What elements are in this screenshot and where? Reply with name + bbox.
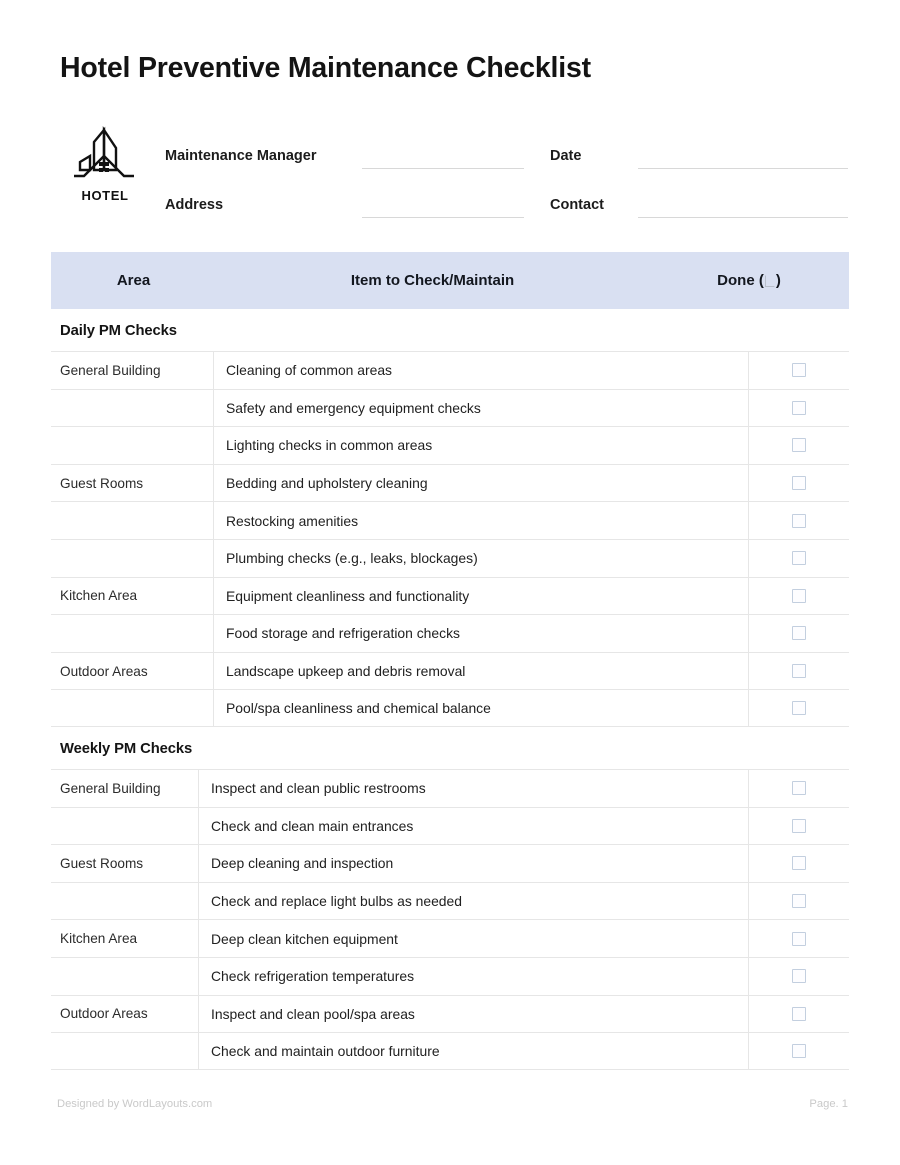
logo-wordmark: HOTEL (81, 188, 129, 203)
done-checkbox[interactable] (792, 401, 806, 415)
done-checkbox[interactable] (792, 701, 806, 715)
done-checkbox[interactable] (792, 551, 806, 565)
table-row (51, 689, 849, 727)
date-input[interactable] (638, 168, 848, 169)
cell-done (748, 808, 849, 845)
cell-done (748, 578, 849, 615)
done-checkbox[interactable] (792, 969, 806, 983)
cell-item: Check and replace light bulbs as needed (198, 883, 748, 920)
cell-area: General Building (60, 780, 161, 796)
table-row (51, 652, 849, 690)
cell-item: Check and maintain outdoor furniture (198, 1033, 748, 1069)
cell-item: Deep cleaning and inspection (198, 845, 748, 882)
done-checkbox[interactable] (792, 514, 806, 528)
column-header-done-suffix: ) (775, 272, 781, 289)
section-title-daily: Daily PM Checks (60, 323, 177, 339)
cell-area: Outdoor Areas (60, 663, 148, 679)
table-row (51, 426, 849, 464)
column-header-done (649, 272, 849, 289)
column-header-item: Item to Check/Maintain (350, 272, 515, 289)
cell-area: Kitchen Area (60, 931, 138, 947)
done-checkbox[interactable] (792, 363, 806, 377)
cell-done (748, 883, 849, 920)
table-row (51, 501, 849, 539)
table-row (51, 577, 849, 615)
done-checkbox[interactable] (792, 932, 806, 946)
cell-done (748, 352, 849, 389)
cell-item: Bedding and upholstery cleaning (213, 465, 748, 502)
cell-area: Outdoor Areas (60, 1006, 148, 1022)
cell-item: Pool/spa cleanliness and chemical balance (213, 690, 748, 726)
cell-done (748, 958, 849, 995)
field-label: Date (550, 148, 582, 164)
cell-done (748, 1033, 849, 1069)
cell-item: Landscape upkeep and debris removal (213, 653, 748, 690)
cell-item: Inspect and clean public restrooms (198, 770, 748, 807)
section-rows-daily (51, 351, 849, 727)
cell-done (748, 770, 849, 807)
cell-done (748, 920, 849, 957)
cell-item: Plumbing checks (e.g., leaks, blockages) (213, 540, 748, 577)
footer-credit: Designed by WordLayouts.com (57, 1098, 213, 1110)
cell-item: Check and clean main entrances (198, 808, 748, 845)
cell-done (748, 996, 849, 1033)
cell-item: Deep clean kitchen equipment (198, 920, 748, 957)
table-row (51, 464, 849, 502)
table-row (51, 539, 849, 577)
section-title-weekly: Weekly PM Checks (60, 740, 193, 757)
cell-done (748, 390, 849, 427)
table-row (51, 389, 849, 427)
cell-done (748, 845, 849, 882)
cell-done (748, 653, 849, 690)
cell-done (748, 465, 849, 502)
cell-item: Check refrigeration temperatures (198, 958, 748, 995)
footer-page-number: Page. 1 (809, 1098, 848, 1110)
table-row (51, 807, 849, 845)
cell-item: Food storage and refrigeration checks (213, 615, 748, 652)
cell-item: Restocking amenities (213, 502, 748, 539)
done-checkbox[interactable] (792, 819, 806, 833)
cell-item: Safety and emergency equipment checks (213, 390, 748, 427)
done-checkbox[interactable] (792, 589, 806, 603)
cell-area: General Building (60, 362, 161, 378)
page-title: Hotel Preventive Maintenance Checklist (60, 52, 591, 84)
done-checkbox[interactable] (792, 856, 806, 870)
field-label: Contact (550, 197, 604, 213)
page-footer (57, 1098, 848, 1110)
field-label: Maintenance Manager (165, 148, 317, 164)
cell-done (748, 615, 849, 652)
table-header-row (51, 252, 849, 309)
checklist-table (51, 252, 849, 1070)
cell-done (748, 427, 849, 464)
checkbox-glyph-icon (765, 275, 775, 287)
cell-area: Guest Rooms (60, 855, 144, 871)
table-row (51, 614, 849, 652)
table-row (51, 995, 849, 1033)
column-header-area: Area (116, 272, 151, 289)
hotel-building-icon (70, 126, 140, 210)
done-checkbox[interactable] (792, 626, 806, 640)
table-row (51, 844, 849, 882)
document-header (60, 126, 850, 222)
table-row (51, 882, 849, 920)
table-row (51, 769, 849, 807)
table-row (51, 957, 849, 995)
cell-item: Equipment cleanliness and functionality (213, 578, 748, 615)
cell-area: Guest Rooms (60, 475, 144, 491)
done-checkbox[interactable] (792, 438, 806, 452)
done-checkbox[interactable] (792, 781, 806, 795)
section-rows-weekly (51, 769, 849, 1070)
address-input[interactable] (362, 217, 524, 218)
cell-item: Inspect and clean pool/spa areas (198, 996, 748, 1033)
done-checkbox[interactable] (792, 1007, 806, 1021)
done-checkbox[interactable] (792, 664, 806, 678)
cell-area: Kitchen Area (60, 588, 138, 604)
table-row (51, 1032, 849, 1070)
table-row (51, 919, 849, 957)
field-label: Address (165, 197, 224, 213)
column-header-done-prefix: Done ( (717, 272, 764, 289)
maintenance-manager-input[interactable] (362, 168, 524, 169)
cell-item: Cleaning of common areas (213, 352, 748, 389)
done-checkbox[interactable] (792, 894, 806, 908)
contact-input[interactable] (638, 217, 848, 218)
table-row (51, 351, 849, 389)
done-checkbox[interactable] (792, 1044, 806, 1058)
cell-done (748, 502, 849, 539)
cell-done (748, 540, 849, 577)
done-checkbox[interactable] (792, 476, 806, 490)
cell-done (748, 690, 849, 726)
cell-item: Lighting checks in common areas (213, 427, 748, 464)
